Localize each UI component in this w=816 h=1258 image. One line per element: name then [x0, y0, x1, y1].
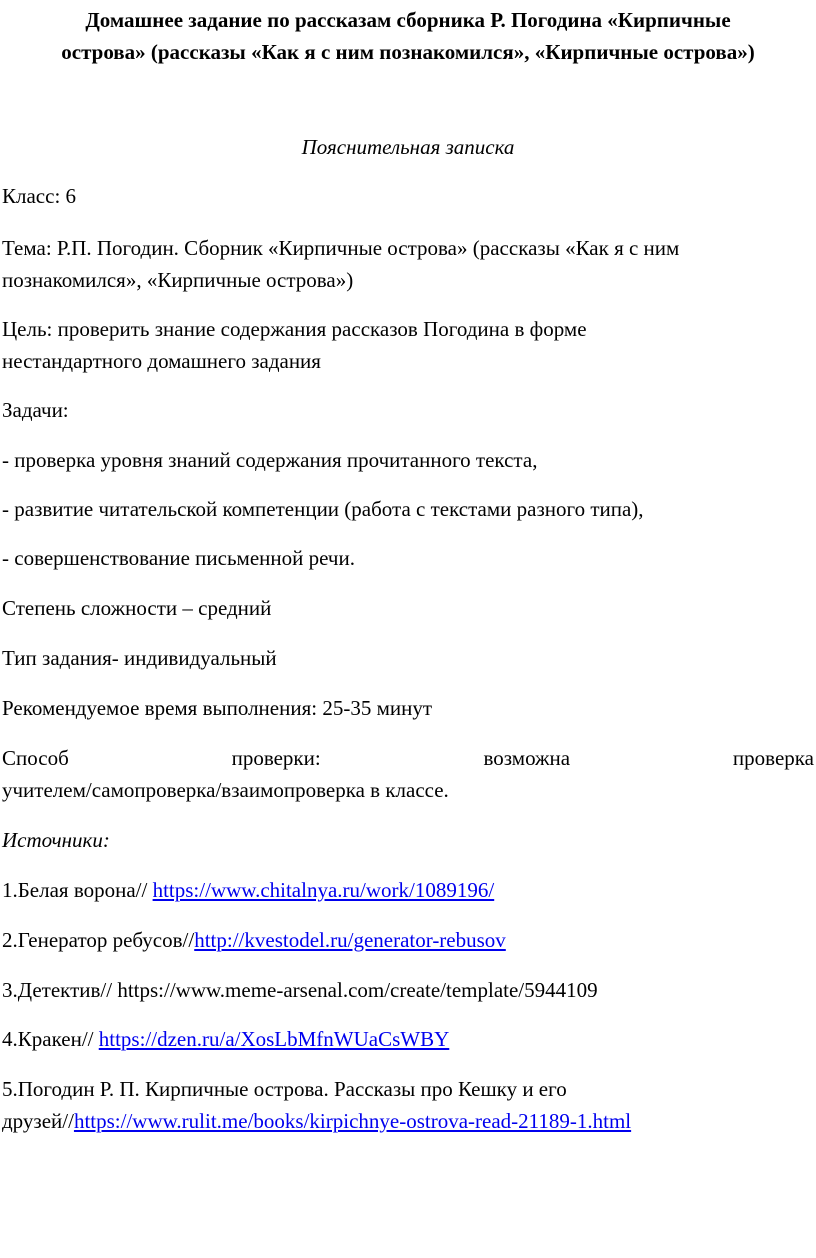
- source-prefix: 3.Детектив// https://www.meme-arsenal.com/create/template/5944109: [2, 978, 598, 1002]
- source-item-1: [2, 875, 814, 905]
- source-prefix: 2.Генератор ребусов//: [2, 928, 195, 952]
- goal-line-2: нестандартного домашнего задания: [2, 349, 321, 373]
- check-method-line-2: учителем/самопроверка/взаимопроверка в классе.: [2, 778, 449, 802]
- source-prefix: 1.Белая ворона//: [2, 878, 153, 902]
- sources-heading: Источники:: [2, 828, 110, 852]
- source-link[interactable]: https://dzen.ru/a/XosLbMfnWUaCsWBY: [98, 1027, 450, 1051]
- check-word: возможна: [483, 746, 571, 770]
- source-item-5-continued: [2, 1106, 814, 1136]
- source-prefix: 5.Погодин Р. П. Кирпичные острова. Рассказы про Кешку и его: [2, 1077, 567, 1101]
- source-item-4: [2, 1024, 814, 1054]
- source-item-2: [2, 925, 814, 955]
- explanatory-note-heading: Пояснительная записка: [301, 135, 515, 159]
- source-link[interactable]: https://www.chitalnya.ru/work/1089196/: [152, 878, 495, 902]
- task-item: - развитие читательской компетенции (работа с текстами разного типа),: [2, 497, 644, 521]
- topic-line-1: Тема: Р.П. Погодин. Сборник «Кирпичные острова» (рассказы «Как я с ним: [2, 236, 680, 260]
- class-line: Класс: 6: [2, 184, 77, 208]
- title-line-1: Домашнее задание по рассказам сборника Р. Погодина «Кирпичные: [85, 8, 731, 32]
- goal-line-1: Цель: проверить знание содержания рассказов Погодина в форме: [2, 317, 587, 341]
- source-link[interactable]: http://kvestodel.ru/generator-rebusov: [194, 928, 506, 952]
- source-link[interactable]: https://www.rulit.me/books/kirpichnye-ostrova-read-21189-1.html: [73, 1109, 632, 1133]
- source-prefix: друзей//: [2, 1109, 74, 1133]
- topic-line-2: познакомился», «Кирпичные острова»): [2, 268, 354, 292]
- title-line-2: острова» (рассказы «Как я с ним познакомился», «Кирпичные острова»): [61, 40, 755, 64]
- check-method-line-1: [2, 743, 814, 773]
- check-word: Способ: [2, 746, 69, 770]
- task-item: - проверка уровня знаний содержания прочитанного текста,: [2, 448, 538, 472]
- source-item-5: [2, 1074, 814, 1104]
- source-item-3: [2, 975, 814, 1005]
- source-prefix: 4.Кракен//: [2, 1027, 99, 1051]
- time-line: Рекомендуемое время выполнения: 25-35 минут: [2, 696, 433, 720]
- task-type-line: Тип задания- индивидуальный: [2, 646, 277, 670]
- difficulty-line: Степень сложности – средний: [2, 596, 272, 620]
- document-title: [0, 4, 816, 68]
- task-item: - совершенствование письменной речи.: [2, 546, 355, 570]
- check-word: проверка: [732, 746, 814, 770]
- tasks-heading: Задачи:: [2, 398, 69, 422]
- check-word: проверки:: [231, 746, 321, 770]
